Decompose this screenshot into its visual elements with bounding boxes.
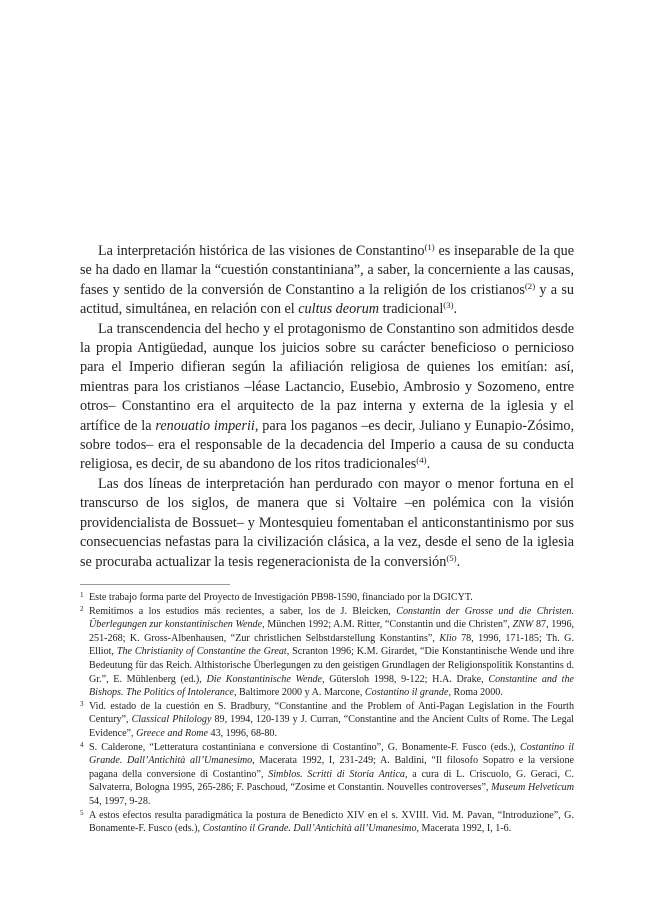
footnote-number: 1 [80,591,84,599]
text-run: , Macerata 1992, I, 1-6. [416,823,512,835]
text-run: . [456,553,461,570]
italic-text: Museum Helveticum [491,782,574,794]
italic-text: Costantino il Grande. Dall’Antichità all’Umanesimo [202,823,417,835]
text-run: , Roma 2000. [448,687,503,699]
footnote-ref: (3) [443,300,454,311]
text-run: 78, 1996, 171-185; Th. G. Elliot, [89,632,574,658]
text-run: , München 1992; A.M. Ritter, “Constantin und die Christen”, [262,619,513,631]
italic-text: renouatio imperii [155,417,255,434]
footnote-ref: (2) [524,280,536,291]
text-run: Las dos líneas de interpretación han perdurado con mayor o menor fortuna en el transcurso de los siglos, de manera que si Voltaire –en polémica con la visión providencialista de Bossuet– y Montesquieu fomentaban el anticonstantinismo por sus consecuencias nefastas para la civilización clásica, a la vez, desde el seno de la iglesia se procuraba actualizar la tesis regeneracionista de la conversión [80,475,574,570]
text-run: . [453,301,458,318]
footnote [80,700,574,741]
footnotes [80,591,574,836]
italic-text: Greece and Rome [136,727,209,739]
text-run: , Macerata 1992, I, 231-249; A. Baldini, “Il filosofo Sopatro e la versione pagana della conversione di Costantino”, [89,755,574,780]
text-run: Este trabajo forma parte del Proyecto de Investigación PB98-1590, financiado por la DGICYT. [89,592,473,603]
text-run: . [426,456,431,473]
text-run: , Scranton 1996; K.M. Girardet, “Die Konstantinische Wende und ihre Bedeutung für das Reich. Althistorische Überlegungen zu den geistigen Grundlagen der Religionspolitik Konstantins d. Gr.”, E. Mühlenberg (ed.), [89,646,575,685]
text-run: La interpretación histórica de las visiones de Constantino [98,243,425,259]
italic-text: Die Konstantinische Wende [206,673,323,685]
footnote [80,605,574,700]
italic-text: Simblos. Scritti di Storia Antica [268,768,405,780]
footnote-number: 3 [80,699,84,708]
footnote [80,809,574,836]
text-run: A estos efectos resulta paradigmática la postura de Benedicto XIV en el s. XVIII. Vid. M. Pavan, “Introduzione”, G. Bonamente-F. Fusco (eds.), [89,809,574,835]
text-run: Remitimos a los estudios más recientes, a saber, los de J. Bleicken, [89,605,397,617]
body-text [80,242,574,572]
text-run: 87, 1996, 251-268; K. Gross-Albenhausen, “Zur christlichen Selbstdarstellung Konstantins”, [89,619,575,644]
paragraph [80,475,574,572]
text-run: 43, 1996, 68-80. [208,727,277,739]
text-run: , Baltimore 2000 y A. Marcone, [233,687,365,699]
italic-text: Classical Philology [131,714,212,726]
footnote [80,591,574,605]
text-run: es inseparable de la que se ha dado en llamar la “cuestión constantiniana”, a saber, la concerniente a las causas, fases y sentido de la conversión de Constantino a la religión de los cristianos [80,243,574,298]
text-run: , a cura di L. Criscuolo, G. Geraci, C. Salvaterra, Bologna 1995, 265-286; F. Paschoud, “Zosime et Constantin. Nouvelles controverses”, [89,768,574,794]
text-run: 54, 1997, 9-28. [89,795,151,807]
text-run: 89, 1994, 120-139 y J. Curran, “Constantine and the Ancient Cults of Rome. The Legal Evidence”, [89,714,574,739]
text-run: , para los paganos –es decir, Juliano y Eunapio-Zósimo, sobre todos– era el responsable de la decadencia del Imperio a causa de su conducta religiosa, es decir, de su abandono de los ritos tradicionales [80,417,575,473]
text-run: , Gütersloh 1998, 9-122; H.A. Drake, [322,673,489,685]
footnote-number: 2 [80,604,84,613]
footnote-ref: (1) [424,242,435,253]
text-run: La transcendencia del hecho y el protagonismo de Constantino son admitidos desde la propia Antigüedad, aunque los juicios sobre su carácter beneficioso o pernicioso para el Imperio difieran según la afiliación religiosa de quienes los emitían: así, mientras para los cristianos –léase Lactancio, Eusebio, Ambrosio y Sozomeno, entre otros– Constantino era el arquitecto de la paz interna y externa de la iglesia y el artífice de la [80,320,574,434]
text-run: tradicional [379,301,444,318]
italic-text: Constantine and the Bishops. The Politics of Intolerance [89,673,574,699]
footnote-ref: (5) [446,552,457,563]
italic-text: Costantino il Grande. Dall’Antichità all’Umanesimo [89,741,574,767]
italic-text: cultus deorum [298,301,380,318]
paragraph [80,242,574,320]
text-run: y a su actitud, simultánea, en relación con el [80,281,574,318]
text-run: S. Calderone, “Letteratura costantiniana e conversione di Costantino”, G. Bonamente-F. Fusco (eds.), [89,741,520,753]
text-run: Vid. estado de la cuestión en S. Bradbury, “Constantine and the Problem of Anti-Pagan Legislation in the Fourth Century”, [89,700,574,726]
footnote-number: 4 [80,740,84,749]
italic-text: Costantino il grande [364,687,449,699]
italic-text: ZNW [512,619,534,631]
italic-text: Constantin der Grosse und die Christen. Überlegungen zur konstantinischen Wende [89,605,574,631]
footnote-number: 5 [80,808,84,817]
footnote-ref: (4) [416,455,427,466]
paragraph [80,320,574,475]
footnote [80,741,574,809]
footnote-separator [80,584,230,585]
italic-text: Klio [439,632,457,644]
italic-text: The Christianity of Constantine the Great [116,646,287,658]
